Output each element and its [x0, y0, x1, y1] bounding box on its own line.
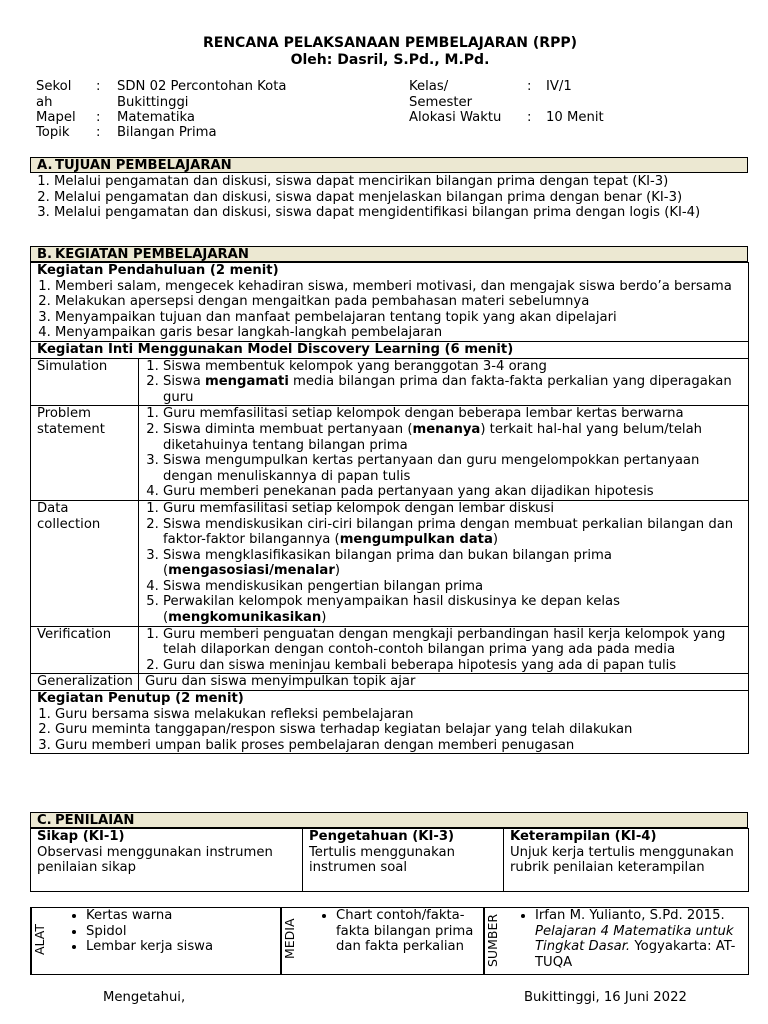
- kegiatan-header: [30, 246, 748, 262]
- list-item: 1. Melalui pengamatan dan diskusi, siswa dapat mencirikan bilangan prima dengan tepat (KI-3): [54, 174, 760, 190]
- list-item: [535, 908, 748, 970]
- text-part: Irfan M. Yulianto, S.Pd. 2015.: [535, 908, 725, 923]
- media-list: [306, 908, 483, 955]
- tujuan-heading: TUJUAN PEMBELAJARAN: [55, 158, 232, 173]
- sumber-list: [507, 908, 748, 970]
- sikap-cell: [31, 829, 303, 891]
- book-title: Pelajaran 4 Matematika untuk Tingkat Dasar.: [535, 923, 734, 955]
- generalization-label: Generalization: [31, 674, 139, 690]
- sikap-title: Sikap (KI-1): [37, 829, 125, 844]
- pengetahuan-title: Pengetahuan (KI-3): [309, 829, 455, 844]
- data-collection-list: [145, 501, 744, 626]
- problem-label: Problem statement: [31, 406, 139, 500]
- problem-list: [145, 406, 744, 500]
- sekolah-label: Sekolah: [36, 79, 72, 110]
- list-item: 1. Guru memberi penguatan dengan mengkaji perbandingan hasil kerja kelompok yang telah dilaporkan dengan contoh-contoh bilangan prima yang ada pada media: [163, 627, 744, 658]
- alat-list: [56, 908, 280, 955]
- mapel-value: Matematika: [117, 110, 195, 125]
- generalization-row: [31, 673, 748, 690]
- list-item: 1. Guru memfasilitasi setiap kelompok dengan lembar diskusi: [163, 501, 744, 517]
- pendahuluan-title: Kegiatan Pendahuluan (2 menit): [37, 263, 279, 278]
- keterampilan-cell: [504, 829, 748, 891]
- sekolah-value: SDN 02 Percontohan Kota Bukittinggi: [117, 79, 287, 110]
- document-author: Oleh: Dasril, S.Pd., M.Pd.: [290, 52, 490, 68]
- data-collection-label: Data collection: [31, 501, 139, 626]
- footer-left: Mengetahui,: [103, 990, 186, 1005]
- penilaian-heading: PENILAIAN: [55, 813, 135, 828]
- kelas-label: Kelas/ Semester: [409, 79, 473, 110]
- kelas-colon: :: [527, 79, 532, 94]
- simulation-row: [31, 358, 748, 406]
- keyword: mengkomunikasikan: [168, 610, 322, 626]
- sumber-cell: [507, 908, 748, 974]
- text-part: Siswa diminta membuat pertanyaan (: [163, 421, 413, 437]
- verification-label: Verification: [31, 627, 139, 674]
- pendahuluan-list: [37, 279, 744, 341]
- list-item: [163, 517, 744, 548]
- kegiatan-letter: B.: [37, 247, 53, 262]
- alokasi-colon: :: [527, 110, 532, 125]
- list-item: • Chart contoh/fakta-fakta bilangan prima dan fakta perkalian: [336, 908, 483, 955]
- penutup-title: Kegiatan Penutup (2 menit): [37, 691, 244, 707]
- text-part: Siswa: [163, 374, 205, 390]
- sikap-text: Observasi menggunakan instrumen penilaian sikap: [37, 844, 273, 876]
- penilaian-table: [30, 828, 749, 892]
- pendahuluan-section: [31, 263, 748, 341]
- alat-label: ALAT: [31, 908, 56, 974]
- penutup-list: [37, 707, 744, 754]
- document-title: RENCANA PELAKSANAAN PEMBELAJARAN (RPP): [202, 35, 577, 51]
- text-part: media bilangan prima dan fakta-fakta perkalian yang diperagakan guru: [163, 374, 732, 405]
- sumber-label: SUMBER: [484, 908, 507, 974]
- media-cell: [306, 908, 484, 974]
- list-item: 1. Siswa membentuk kelompok yang beranggotan 3-4 orang: [163, 359, 744, 375]
- keyword: menanya: [412, 421, 481, 437]
- list-item: 3. Melalui pengamatan dan diskusi, siswa dapat mengidentifikasi bilangan prima dengan logis (KI-4): [54, 205, 760, 221]
- text-part: Yogyakarta: AT-TUQA: [535, 939, 736, 970]
- pengetahuan-text: Tertulis menggunakan instrumen soal: [309, 844, 455, 876]
- text-part: Siswa mendiskusikan ciri-ciri bilangan prima dengan membuat perkalian bilangan dan faktor-faktor bilangannya (: [163, 516, 734, 548]
- tujuan-header: [30, 157, 748, 173]
- keterampilan-text: Unjuk kerja tertulis menggunakan rubrik penilaian keterampilan: [510, 844, 734, 876]
- topik-colon: :: [96, 125, 101, 140]
- keyword: mengumpulkan data: [339, 532, 493, 548]
- verification-list: [145, 627, 744, 674]
- keyword: mengasosiasi/menalar: [168, 563, 335, 579]
- pengetahuan-cell: [303, 829, 504, 891]
- list-item: • Lembar kerja siswa: [86, 939, 280, 955]
- list-item: [163, 548, 744, 579]
- problem-row: [31, 405, 748, 500]
- list-item: 1. Memberi salam, mengecek kehadiran siswa, memberi motivasi, dan mengajak siswa berdo’a bersama: [55, 279, 744, 295]
- list-item: • Spidol: [86, 924, 280, 940]
- penutup-section: [31, 690, 748, 753]
- alat-cell: [56, 908, 281, 974]
- simulation-label: Simulation: [31, 359, 139, 406]
- alokasi-value: 10 Menit: [546, 110, 604, 125]
- penilaian-letter: C.: [37, 813, 52, 828]
- list-item: [163, 422, 744, 453]
- text-part: ): [321, 610, 327, 626]
- list-item: [163, 374, 744, 405]
- inti-title-row: [31, 341, 748, 358]
- list-item: 4. Siswa mendiskusikan pengertian bilangan prima: [163, 579, 744, 595]
- generalization-text: Guru dan siswa menyimpulkan topik ajar: [145, 674, 416, 690]
- alokasi-label: Alokasi Waktu: [409, 110, 502, 125]
- footer-right: Bukittinggi, 16 Juni 2022: [524, 990, 687, 1005]
- media-label: MEDIA: [281, 908, 306, 974]
- list-item: 3. Guru memberi umpan balik proses pembelajaran dengan memberi penugasan: [55, 738, 744, 754]
- topik-label: Topik: [36, 125, 70, 140]
- keyword: mengamati: [204, 374, 289, 390]
- simulation-list: [145, 359, 744, 406]
- list-item: 4. Menyampaikan garis besar langkah-langkah pembelajaran: [55, 325, 744, 341]
- sekolah-colon: :: [96, 79, 101, 94]
- text-part: ) terkait hal-hal yang belum/telah diketahuinya tentang bilangan prima: [163, 421, 703, 453]
- list-item: • Kertas warna: [86, 908, 280, 924]
- verification-row: [31, 626, 748, 674]
- topik-value: Bilangan Prima: [117, 125, 217, 140]
- resources-table: [30, 907, 749, 975]
- list-item: 3. Menyampaikan tujuan dan manfaat pembelajaran tentang topik yang akan dipelajari: [55, 310, 744, 326]
- list-item: 2. Guru meminta tanggapan/respon siswa terhadap kegiatan belajar yang telah dilakukan: [55, 722, 744, 738]
- list-item: [163, 594, 744, 625]
- penilaian-header: [30, 812, 748, 828]
- kegiatan-heading: KEGIATAN PEMBELAJARAN: [55, 247, 249, 262]
- keterampilan-title: Keterampilan (KI-4): [510, 829, 657, 844]
- list-item: 2. Melalui pengamatan dan diskusi, siswa dapat menjelaskan bilangan prima dengan benar (KI-3): [54, 190, 760, 206]
- text-part: Siswa mengklasifikasikan bilangan prima dan bukan bilangan prima (: [163, 547, 612, 579]
- mapel-colon: :: [96, 110, 101, 125]
- text-part: Perwakilan kelompok menyampaikan hasil diskusinya ke depan kelas (: [163, 594, 620, 626]
- list-item: 2. Guru dan siswa meninjau kembali beberapa hipotesis yang ada di papan tulis: [163, 658, 744, 674]
- kegiatan-table: [30, 262, 749, 754]
- tujuan-letter: A.: [37, 158, 53, 173]
- list-item: 1. Guru bersama siswa melakukan refleksi pembelajaran: [55, 707, 744, 723]
- list-item: 1. Guru memfasilitasi setiap kelompok dengan beberapa lembar kertas berwarna: [163, 406, 744, 422]
- list-item: 3. Siswa mengumpulkan kertas pertanyaan dan guru mengelompokkan pertanyaan dengan menuliskannya di papan tulis: [163, 453, 744, 484]
- kelas-value: IV/1: [546, 79, 572, 94]
- tujuan-list: [36, 174, 760, 221]
- mapel-label: Mapel: [36, 110, 76, 125]
- text-part: ): [492, 532, 499, 548]
- list-item: 4. Guru memberi penekanan pada pertanyaan yang akan dijadikan hipotesis: [163, 484, 744, 500]
- inti-title: Kegiatan Inti Menggunakan Model Discovery Learning (6 menit): [37, 341, 514, 357]
- data-collection-row: [31, 500, 748, 626]
- text-part: ): [334, 563, 340, 579]
- list-item: 2. Melakukan apersepsi dengan mengaitkan pada pembahasan materi sebelumnya: [55, 294, 744, 310]
